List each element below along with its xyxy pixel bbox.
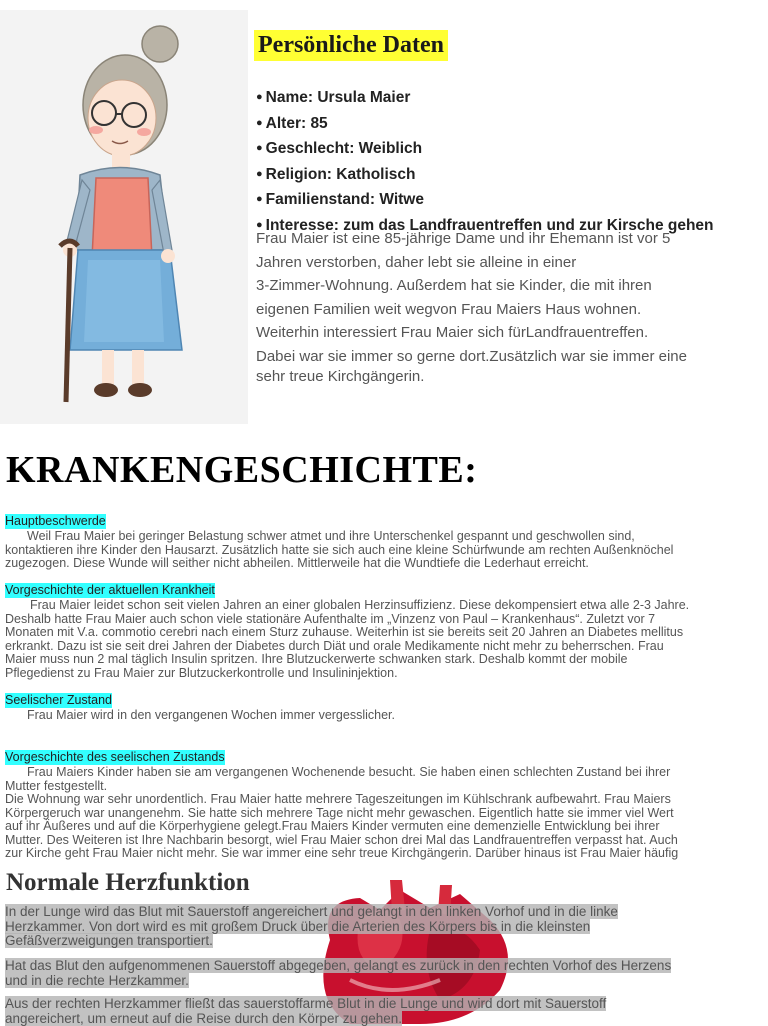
personal-description: Frau Maier ist eine 85-jährige Dame und ihr Ehemann ist vor 5 Jahren verstorben, daher lebt sie alleine in einer 3-Zimmer-Wohnung. Außerdem hat sie Kinder, die mit ihren eigenen Familien weit wegvon Frau Maiers Haus wohnen. Weiterhin interessiert Frau Maier sich fürLandfrauentreffen. Dabei war sie immer so gerne dort.Zusätzlich war sie immer eine sehr treue Kirchgängerin. [256,230,687,385]
section-heading: Hauptbeschwerde [5,514,106,528]
grandmother-illustration [0,10,248,424]
section-text: Weil Frau Maier bei geringer Belastung schwer atmet und ihre Unterschenkel gespannt und geschwollen sind, kontaktieren ihre Kinder den Hausarzt. Zusätzlich hatte sie sich auch eine kleine Schürfwunde am rechten Außenknöchel zugezogen. Diese Wunde will seither nicht abheilen. Mittlerweile hat die Wundtiefe die Lederhaut erreicht. [5,529,674,570]
section-mental-history [5,748,765,861]
section-text: Frau Maier wird in den vergangenen Wochen immer vergesslicher. [27,708,395,722]
section-heading: Vorgeschichte der aktuellen Krankheit [5,583,215,597]
section-mental-state [5,691,765,723]
heart-paragraph-1: In der Lunge wird das Blut mit Sauerstoff angereichert und gelangt in den linken Vorhof und in die linke Herzkammer. Von dort wird es mit großem Druck über die Arterien des Körpers bis in die kleinsten Gefäßverzweigungen transportiert. [5,904,618,948]
personal-data-title: Persönliche Daten [254,30,448,61]
heart-function-title: Normale Herzfunktion [6,869,250,896]
section-history-current [5,581,765,680]
list-item: ● Religion: Katholisch [256,165,416,183]
list-item: ● Interesse: zum das Landfrauentreffen und zur Kirsche gehen [256,216,714,234]
section-text: Frau Maiers Kinder haben sie am vergangenen Wochenende besucht. Sie haben einen schlechten Zustand bei ihrer Mutter festgestellt. Die Wohnung war sehr unordentlich. Frau Maier hatte mehrere Tageszeitungen im Kühlschrank aufbewahrt. Frau Maiers Körpergeruch war unangenehm. Sie hatte sich mehrere Tage nicht mehr gewaschen. Eigentlich hatte sie immer viel Wert auf ihr Äußeres und auf die Körperhygiene gelegt.Frau Maiers Kinder vermuten eine demenzielle Entwicklung bei ihrer Mutter. Des Weiteren ist Ihre Nachbarin besorgt, wiel Frau Maier schon drei Mal das Landfrauentreffen verpasst hat. Auch zur Kirche geht Frau Maier nicht mehr. Sie war immer eine sehr treue Kirchgängerin. Darüber hinaus ist Frau Maier häufig [5,765,679,860]
section-main-complaint [5,512,765,571]
personal-data-list [256,86,714,239]
section-text: Frau Maier leidet schon seit vielen Jahren an einer globalen Herzinsuffizienz. Diese dekompensiert etwa alle 2-3 Jahre. Deshalb hatte Frau Maier auch schon viele stationäre Aufenthalte im „Vinzenz von Paul – Krankenhaus“. Zuletzt vor 7 Monaten mit V.a. commotio cerebri nach einem Sturz zuhause. Weiterhin ist sie bereits seit 20 Jahren an Diabetes mellitus erkrankt. Dazu ist sie seit drei Jahren der Diabetes durch Diät und orale Medikamente nicht mehr zu beherrschen. Frau Maier muss nun 2 mal täglich Insulin spritzen. Ihre Blutzuckerwerte schwanken stark. Deshalb kommt der mobile Pflegedienst zu Frau Maier zur Blutzuckerkontrolle und Insulininjektion. [5,598,690,680]
list-item: ● Name: Ursula Maier [256,89,411,106]
heart-paragraph-2: Hat das Blut den aufgenommenen Sauerstoff abgegeben, gelangt es zurück in den rechten Vorhof des Herzens und in die rechte Herzkammer. [5,958,672,988]
list-item: ● Geschlecht: Weiblich [256,140,423,157]
history-title: KRANKENGESCHICHTE: [6,449,478,491]
section-heading: Seelischer Zustand [5,693,113,707]
heart-paragraph-3: Aus der rechten Herzkammer fließt das sauerstoffarme Blut in die Lunge und wird dort mit Sauerstoff angereichert, um erneut auf die Reise durch den Körper zu gehen. [5,996,607,1026]
list-item: ● Familienstand: Witwe [256,191,424,208]
list-item: ● Alter: 85 [256,114,328,132]
section-heading: Vorgeschichte des seelischen Zustands [5,750,225,764]
